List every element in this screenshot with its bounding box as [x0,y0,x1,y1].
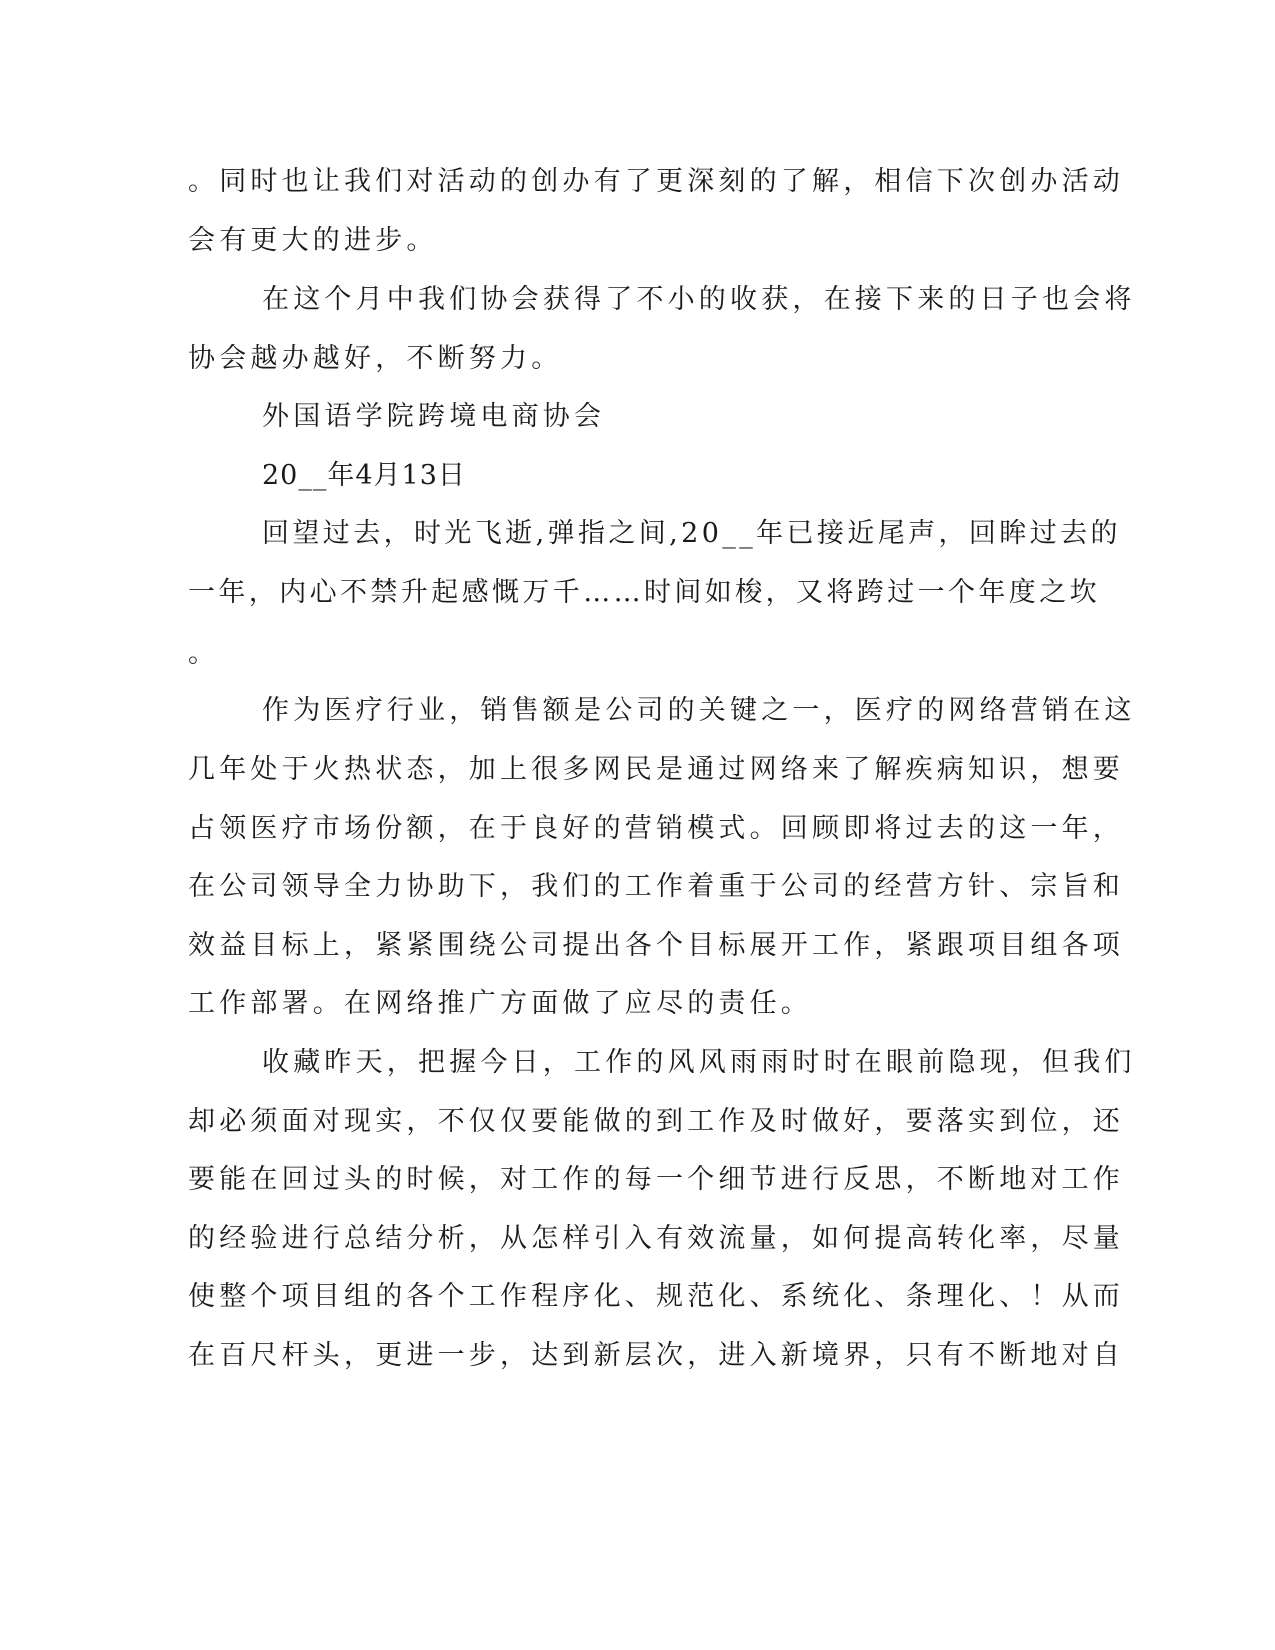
text-line: 几年处于火热状态，加上很多网民是通过网络来了解疾病知识，想要 [188,754,1124,785]
text-line: 会有更大的进步。 [188,225,438,256]
text-line: 的经验进行总结分析，从怎样引入有效流量，如何提高转化率，尽量 [188,1223,1124,1254]
text-line: 要能在回过头的时候，对工作的每一个细节进行反思，不断地对工作 [188,1164,1124,1195]
signature-date: 20__年4月13日 [262,460,466,491]
text-line: 使整个项目组的各个工作程序化、规范化、系统化、条理化、！从而 [188,1281,1124,1312]
text-line: 在这个月中我们协会获得了不小的收获，在接下来的日子也会将 [262,284,1136,315]
text-line: 在百尺杆头，更进一步，达到新层次，进入新境界，只有不断地对自 [188,1340,1124,1371]
text-line: 效益目标上，紧紧围绕公司提出各个目标展开工作，紧跟项目组各项 [188,930,1124,961]
text-line: 作为医疗行业，销售额是公司的关键之一，医疗的网络营销在这 [262,695,1136,726]
signature-organization: 外国语学院跨境电商协会 [262,401,606,432]
text-line: 协会越办越好，不断努力。 [188,343,563,374]
text-line: 回望过去，时光飞逝,弹指之间,20__年已接近尾声，回眸过去的 [262,518,1121,549]
text-line: 。 [188,638,220,669]
text-line: 。同时也让我们对活动的创办有了更深刻的了解，相信下次创办活动 [188,166,1124,197]
text-line: 在公司领导全力协助下，我们的工作着重于公司的经营方针、宗旨和 [188,871,1124,902]
text-line: 工作部署。在网络推广方面做了应尽的责任。 [188,988,812,1019]
text-line: 收藏昨天，把握今日，工作的风风雨雨时时在眼前隐现，但我们 [262,1047,1136,1078]
text-line: 占领医疗市场份额，在于良好的营销模式。回顾即将过去的这一年， [188,813,1124,844]
text-line: 却必须面对现实，不仅仅要能做的到工作及时做好，要落实到位，还 [188,1106,1124,1137]
text-line: 一年，内心不禁升起感慨万千……时间如梭，又将跨过一个年度之坎 [188,577,1100,608]
